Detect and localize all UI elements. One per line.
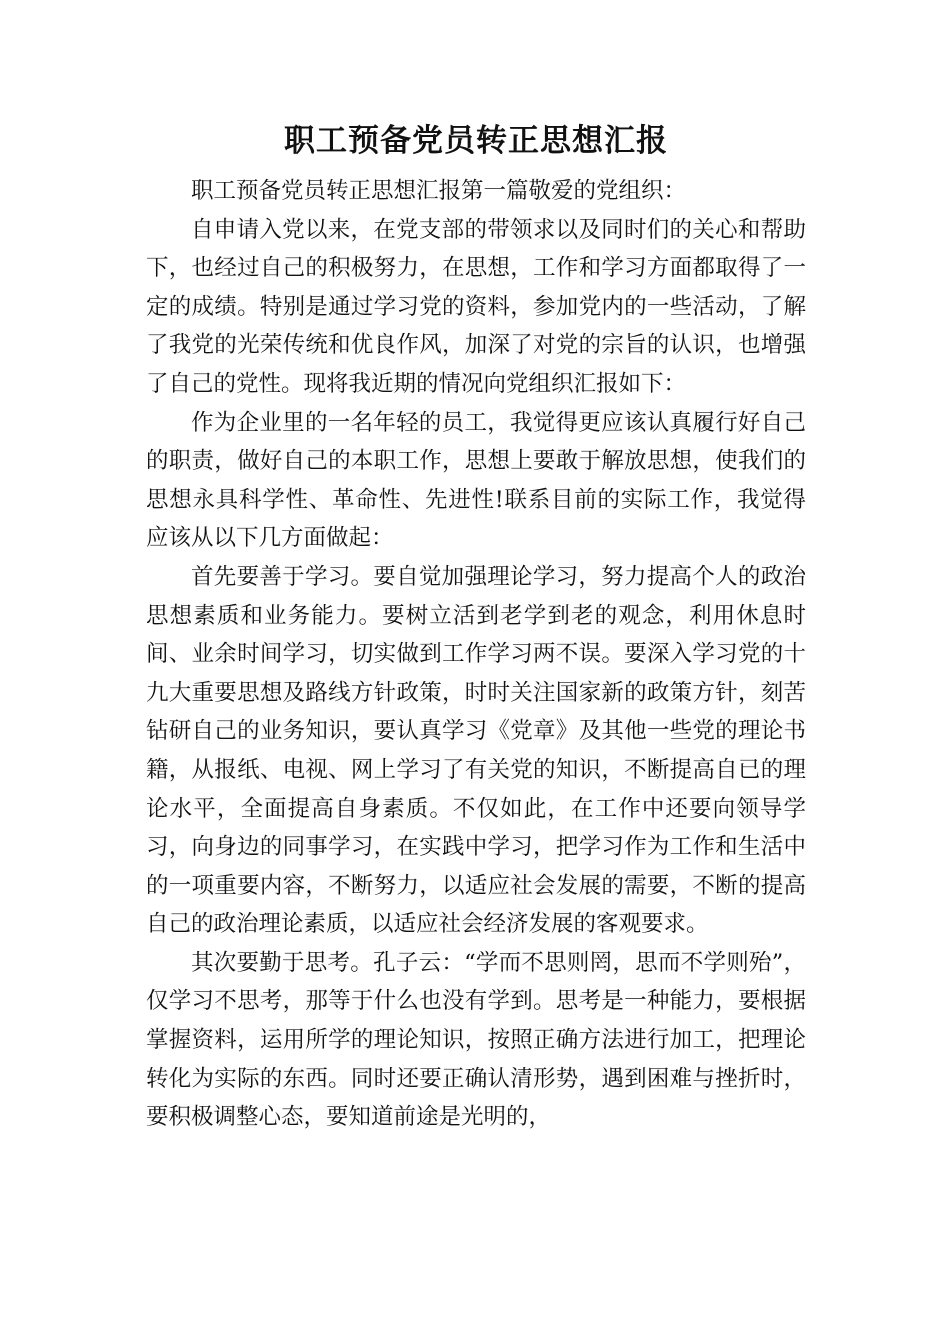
paragraph-4: 首先要善于学习。要自觉加强理论学习，努力提高个人的政治思想素质和业务能力。要树立活到老学到老的观念，利用休息时间、业余时间学习，切实做到工作学习两不误。要深入学习党的十九大重要思想及路线方针政策，时时关注国家新的政策方针，刻苦钻研自己的业务知识，要认真学习《党章》及其他一些党的理论书籍，从报纸、电视、网上学习了有关党的知识，不断提高自已的理论水平，全面提高自身素质。不仅如此，在工作中还要向领导学习，向身边的同事学习，在实践中学习，把学习作为工作和生活中的一项重要内容，不断努力，以适应社会发展的需要，不断的提高自己的政治理论素质，以适应社会经济发展的客观要求。 [146, 563, 806, 938]
paragraph-3: 作为企业里的一名年轻的员工，我觉得更应该认真履行好自己的职责，做好自己的本职工作，思想上要敢于解放思想，使我们的思想永具科学性、革命性、先进性!联系目前的实际工作，我觉得应该从以下几方面做起： [146, 409, 806, 552]
document-title: 职工预备党员转正思想汇报 [284, 123, 668, 159]
paragraph-2: 自申请入党以来，在党支部的带领求以及同时们的关心和帮助下，也经过自己的积极努力，在思想，工作和学习方面都取得了一定的成绩。特别是通过学习党的资料，参加党内的一些活动，了解了我党的光荣传统和优良作风，加深了对党的宗旨的认识，也增强了自己的党性。现将我近期的情况向党组织汇报如下： [146, 216, 806, 397]
paragraph-1: 职工预备党员转正思想汇报第一篇敬爱的党组织： [191, 178, 687, 204]
paragraph-5: 其次要勤于思考。孔子云：“学而不思则罔，思而不学则殆”，仅学习不思考，那等于什么也没有学到。思考是一种能力，要根据掌握资料，运用所学的理论知识，按照正确方法进行加工，把理论转化为实际的东西。同时还要正确认清形势，遇到困难与挫折时，要积极调整心态，要知道前途是光明的， [146, 949, 806, 1131]
document-page [146, 118, 806, 1137]
